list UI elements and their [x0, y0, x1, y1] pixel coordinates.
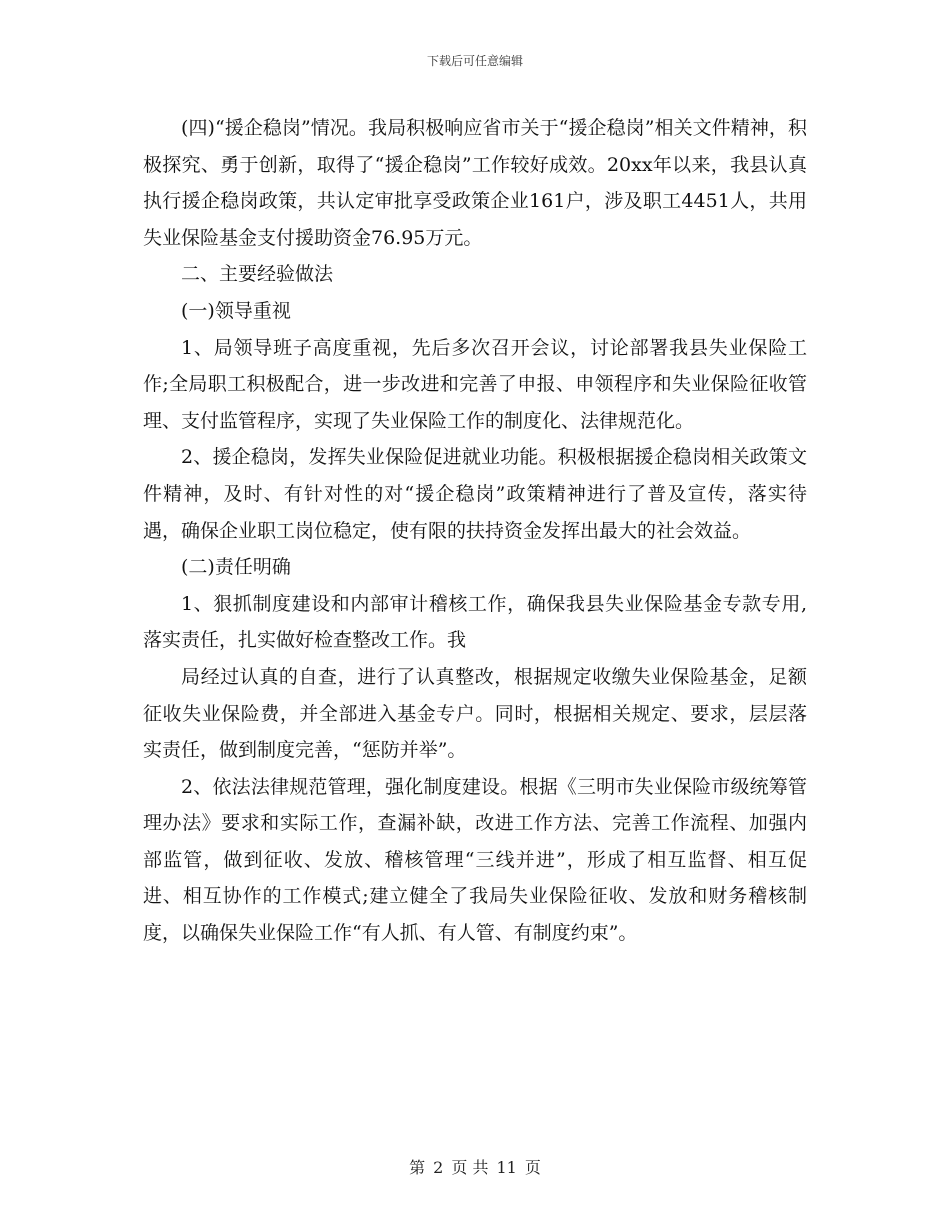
paragraph-leadership-2: 2、援企稳岗，发挥失业保险促进就业功能。积极根据援企稳岗相关政策文件精神，及时、有针对性的对“援企稳岗”政策精神进行了普及宣传，落实待遇，确保企业职工岗位稳定，使有限的扶持资金发挥出最大的社会效益。: [143, 446, 807, 542]
footer-suffix: 页: [524, 1158, 541, 1177]
document-body: [143, 110, 807, 952]
footer-middle: 页 共: [451, 1158, 489, 1177]
heading-responsibility: (二)责任明确: [181, 556, 291, 579]
heading-leadership: (一)领导重视: [181, 299, 291, 322]
paragraph-responsibility-1-cont: 局经过认真的自查，进行了认真整改，根据规定收缴失业保险基金，足额征收失业保险费，并全部进入基金专户。同时，根据相关规定、要求，层层落实责任，做到制度完善，“惩防并举”。: [143, 665, 807, 762]
paragraph-responsibility-1: 1、狠抓制度建设和内部审计稽核工作，确保我县失业保险基金专款专用,落实责任，扎实做好检查整改工作。我: [143, 592, 807, 652]
paragraph-responsibility-2: 2、依法法律规范管理，强化制度建设。根据《三明市失业保险市级统筹管理办法》要求和实际工作，查漏补缺，改进工作方法、完善工作流程、加强内部监管，做到征收、发放、稽核管理“三线并进”，形成了相互监督、相互促进、相互协作的工作模式;建立健全了我局失业保险征收、发放和财务稽核制度，以确保失业保险工作“有人抓、有人管、有制度约束”。: [143, 775, 807, 945]
paragraph-section-4: (四)“援企稳岗”情况。我局积极响应省市关于“援企稳岗”相关文件精神，积极探究、勇于创新，取得了“援企稳岗”工作较好成效。20xx年以来，我县认真执行援企稳岗政策，共认定审批享受政策企业161户，涉及职工4451人，共用失业保险基金支付援助资金76.95万元。: [143, 117, 807, 249]
paragraph-leadership-1: 1、局领导班子高度重视，先后多次召开会议，讨论部署我县失业保险工作;全局职工积极配合，进一步改进和完善了申报、申领程序和失业保险征收管理、支付监管程序，实现了失业保险工作的制度化、法律规范化。: [143, 336, 807, 432]
footer-prefix: 第: [409, 1158, 426, 1177]
footer-total-pages: 11: [496, 1158, 517, 1177]
page-header: 下载后可任意编辑: [426, 54, 523, 68]
footer-current-page: 2: [433, 1158, 444, 1177]
page-footer: [0, 1155, 950, 1178]
heading-main-experience: 二、主要经验做法: [181, 263, 334, 286]
